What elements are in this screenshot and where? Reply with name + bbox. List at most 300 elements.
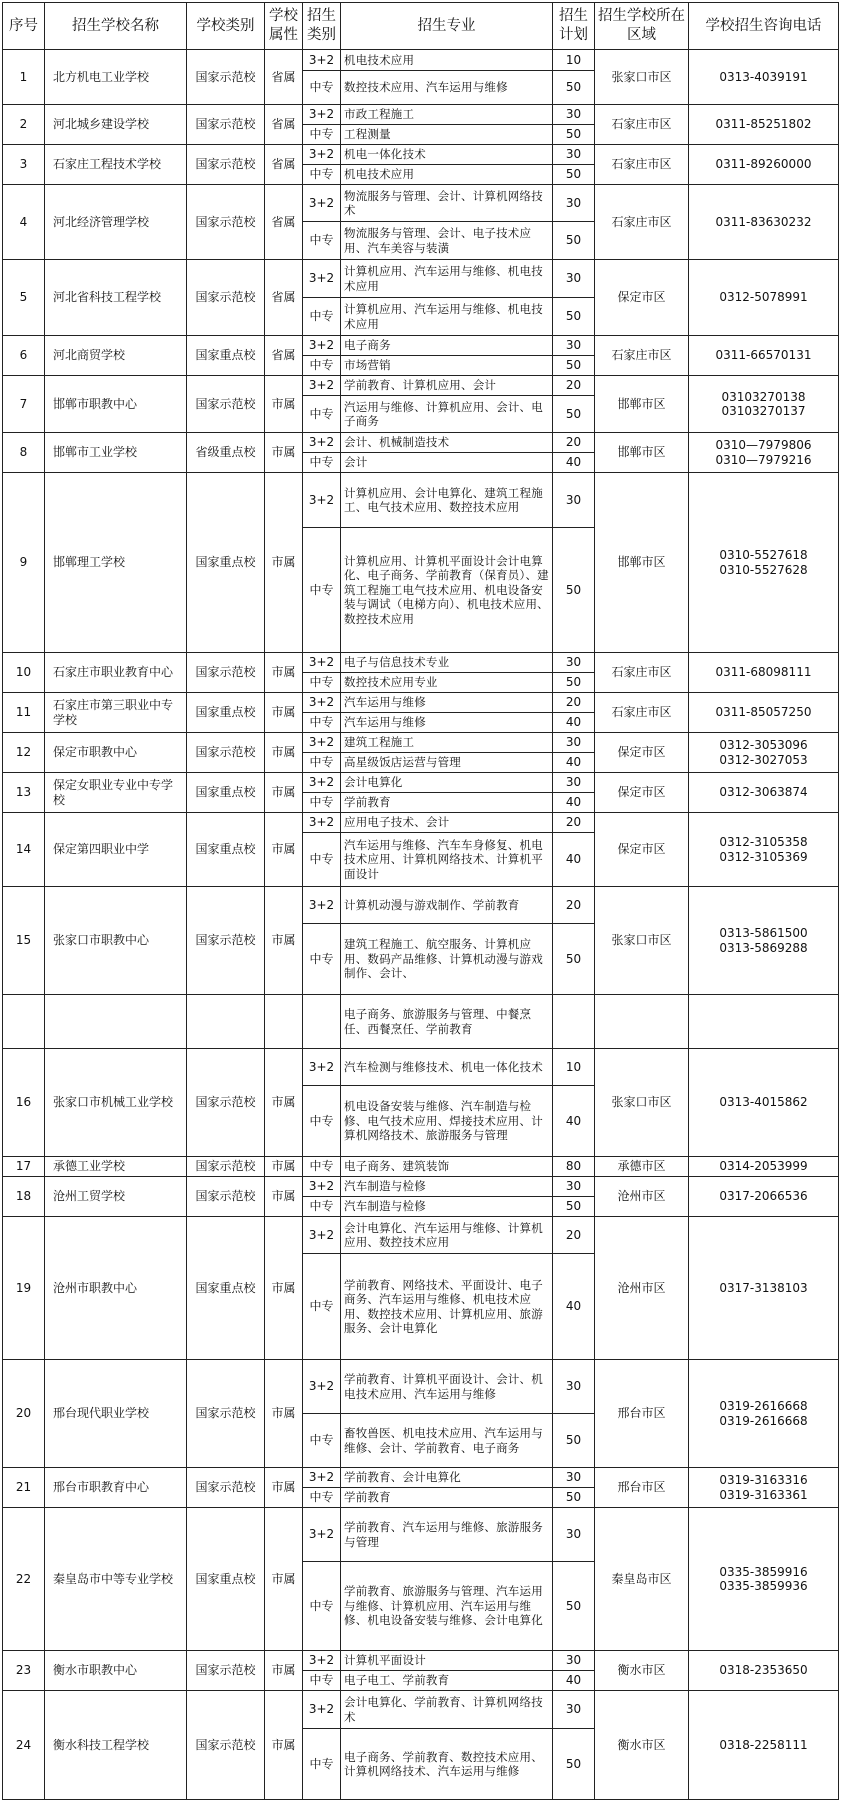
major-cell: 学前教育、汽车运用与维修、旅游服务与管理 xyxy=(341,1508,553,1562)
index-cell: 17 xyxy=(3,1157,45,1177)
plan-cell: 50 xyxy=(553,298,595,336)
region-cell: 张家口市区 xyxy=(595,50,689,105)
region-cell: 邢台市区 xyxy=(595,1468,689,1508)
enroll-type-cell: 中专 xyxy=(303,125,341,145)
table-row xyxy=(3,1360,839,1414)
index-cell: 2 xyxy=(3,105,45,145)
phone-cell: 0311-89260000 xyxy=(689,145,839,185)
school-type-cell: 国家重点校 xyxy=(187,473,265,653)
index-cell: 11 xyxy=(3,693,45,733)
table-row xyxy=(3,693,839,713)
enroll-type-cell: 中专 xyxy=(303,528,341,653)
plan-cell: 50 xyxy=(553,1197,595,1217)
index-cell: 23 xyxy=(3,1651,45,1691)
phone-cell: 0319-3163316 0319-3163361 xyxy=(689,1468,839,1508)
region-cell: 石家庄市区 xyxy=(595,653,689,693)
major-cell: 学前教育 xyxy=(341,1488,553,1508)
phone-cell: 0335-3859916 0335-3859936 xyxy=(689,1508,839,1651)
table-row xyxy=(3,336,839,356)
enroll-type-cell: 中专 xyxy=(303,1562,341,1651)
enroll-type-cell: 3+2 xyxy=(303,1508,341,1562)
index-cell: 22 xyxy=(3,1508,45,1651)
phone-cell: 0317-3138103 xyxy=(689,1217,839,1360)
plan-cell: 30 xyxy=(553,1508,595,1562)
plan-cell: 10 xyxy=(553,50,595,71)
enroll-type-cell: 中专 xyxy=(303,165,341,185)
plan-cell: 50 xyxy=(553,924,595,995)
school-attr-cell: 市属 xyxy=(265,887,303,995)
major-cell: 建筑工程施工 xyxy=(341,733,553,753)
school-attr-cell: 省属 xyxy=(265,145,303,185)
school-type-cell: 国家示范校 xyxy=(187,1157,265,1177)
table-row xyxy=(3,733,839,753)
major-cell: 机电技术应用 xyxy=(341,165,553,185)
table-row xyxy=(3,105,839,125)
enroll-type-cell: 3+2 xyxy=(303,1691,341,1729)
empty-cell xyxy=(595,995,689,1049)
empty-cell xyxy=(265,995,303,1049)
school-name-cell: 秦皇岛市中等专业学校 xyxy=(45,1508,187,1651)
table-row xyxy=(3,1157,839,1177)
index-cell: 9 xyxy=(3,473,45,653)
school-type-cell: 国家重点校 xyxy=(187,1217,265,1360)
empty-cell xyxy=(45,995,187,1049)
region-cell: 保定市区 xyxy=(595,733,689,773)
major-cell: 汽车运用与维修、汽车车身修复、机电技术应用、计算机网络技术、计算机平面设计 xyxy=(341,833,553,887)
school-type-cell: 国家重点校 xyxy=(187,693,265,733)
major-cell: 市场营销 xyxy=(341,356,553,376)
school-type-cell: 国家示范校 xyxy=(187,260,265,336)
region-cell: 衡水市区 xyxy=(595,1651,689,1691)
enroll-type-cell: 中专 xyxy=(303,453,341,473)
plan-cell: 30 xyxy=(553,1691,595,1729)
enroll-type-cell: 3+2 xyxy=(303,887,341,924)
school-type-cell: 国家重点校 xyxy=(187,813,265,887)
school-attr-cell: 省属 xyxy=(265,260,303,336)
index-cell: 18 xyxy=(3,1177,45,1217)
header-col-phone: 学校招生咨询电话 xyxy=(689,3,839,50)
region-cell: 石家庄市区 xyxy=(595,185,689,260)
table-row xyxy=(3,376,839,396)
major-cell: 汽车制造与检修 xyxy=(341,1197,553,1217)
school-name-cell: 邯郸理工学校 xyxy=(45,473,187,653)
school-attr-cell: 市属 xyxy=(265,693,303,733)
enroll-type-cell: 3+2 xyxy=(303,653,341,673)
school-attr-cell: 省属 xyxy=(265,105,303,145)
index-cell: 12 xyxy=(3,733,45,773)
region-cell: 石家庄市区 xyxy=(595,145,689,185)
plan-cell: 50 xyxy=(553,396,595,433)
major-cell: 物流服务与管理、会计、计算机网络技术 xyxy=(341,185,553,222)
school-attr-cell: 省属 xyxy=(265,50,303,105)
phone-cell: 0312-3063874 xyxy=(689,773,839,813)
region-cell: 邢台市区 xyxy=(595,1360,689,1468)
phone-cell: 0313-4015862 xyxy=(689,1049,839,1157)
index-cell: 5 xyxy=(3,260,45,336)
plan-cell: 40 xyxy=(553,1086,595,1157)
enroll-type-cell: 3+2 xyxy=(303,105,341,125)
major-cell: 会计、机械制造技术 xyxy=(341,433,553,453)
plan-cell: 20 xyxy=(553,433,595,453)
major-cell: 工程测量 xyxy=(341,125,553,145)
school-attr-cell: 市属 xyxy=(265,433,303,473)
major-cell: 电子电工、学前教育 xyxy=(341,1671,553,1691)
header-col-index: 序号 xyxy=(3,3,45,50)
phone-cell: 0311-85057250 xyxy=(689,693,839,733)
plan-cell: 30 xyxy=(553,105,595,125)
plan-cell: 30 xyxy=(553,733,595,753)
major-cell: 学前教育、计算机应用、会计 xyxy=(341,376,553,396)
major-cell: 汽运用与维修、计算机应用、会计、电子商务 xyxy=(341,396,553,433)
major-cell: 畜牧兽医、机电技术应用、汽车运用与维修、会计、学前教育、电子商务 xyxy=(341,1414,553,1468)
major-cell: 学前教育、会计电算化 xyxy=(341,1468,553,1488)
school-attr-cell: 市属 xyxy=(265,1177,303,1217)
school-name-cell: 邢台市职教育中心 xyxy=(45,1468,187,1508)
enroll-type-cell: 中专 xyxy=(303,713,341,733)
school-type-cell: 国家示范校 xyxy=(187,50,265,105)
enroll-type-cell: 3+2 xyxy=(303,1468,341,1488)
index-cell: 3 xyxy=(3,145,45,185)
school-type-cell: 国家示范校 xyxy=(187,185,265,260)
school-type-cell: 国家示范校 xyxy=(187,1177,265,1217)
empty-cell xyxy=(553,995,595,1049)
school-attr-cell: 市属 xyxy=(265,1049,303,1157)
enroll-type-cell: 3+2 xyxy=(303,260,341,298)
major-cell: 学前教育、计算机平面设计、会计、机电技术应用、汽车运用与维修 xyxy=(341,1360,553,1414)
enroll-type-cell: 中专 xyxy=(303,356,341,376)
major-cell: 数控技术应用、汽车运用与维修 xyxy=(341,71,553,105)
enroll-type-cell: 3+2 xyxy=(303,50,341,71)
plan-cell: 30 xyxy=(553,1651,595,1671)
enroll-type-cell: 中专 xyxy=(303,833,341,887)
index-cell: 21 xyxy=(3,1468,45,1508)
school-name-cell: 保定第四职业中学 xyxy=(45,813,187,887)
enroll-type-cell: 3+2 xyxy=(303,1360,341,1414)
enroll-type-cell: 中专 xyxy=(303,673,341,693)
enroll-type-cell: 3+2 xyxy=(303,145,341,165)
plan-cell: 50 xyxy=(553,673,595,693)
enroll-type-cell: 中专 xyxy=(303,1254,341,1360)
region-cell: 沧州市区 xyxy=(595,1217,689,1360)
school-name-cell: 邯郸市职教中心 xyxy=(45,376,187,433)
school-name-cell: 河北商贸学校 xyxy=(45,336,187,376)
empty-cell xyxy=(3,995,45,1049)
phone-cell: 0311-66570131 xyxy=(689,336,839,376)
phone-cell: 0311-68098111 xyxy=(689,653,839,693)
school-type-cell: 国家示范校 xyxy=(187,105,265,145)
enroll-type-cell: 3+2 xyxy=(303,1651,341,1671)
enroll-type-cell: 3+2 xyxy=(303,473,341,528)
enroll-type-cell: 3+2 xyxy=(303,433,341,453)
school-attr-cell: 市属 xyxy=(265,1508,303,1651)
major-cell: 计算机应用、会计电算化、建筑工程施工、电气技术应用、数控技术应用 xyxy=(341,473,553,528)
school-attr-cell: 市属 xyxy=(265,473,303,653)
plan-cell: 50 xyxy=(553,356,595,376)
phone-cell: 0312-3105358 0312-3105369 xyxy=(689,813,839,887)
table-row xyxy=(3,145,839,165)
major-cell: 学前教育、网络技术、平面设计、电子商务、汽车运用与维修、机电技术应用、数控技术应用、计算机应用、旅游服务、会计电算化 xyxy=(341,1254,553,1360)
enroll-type-cell: 中专 xyxy=(303,298,341,336)
school-type-cell: 国家示范校 xyxy=(187,733,265,773)
region-cell: 保定市区 xyxy=(595,813,689,887)
table-row xyxy=(3,185,839,222)
major-cell: 应用电子技术、会计 xyxy=(341,813,553,833)
plan-cell: 50 xyxy=(553,1414,595,1468)
school-type-cell: 国家示范校 xyxy=(187,145,265,185)
school-name-cell: 衡水市职教中心 xyxy=(45,1651,187,1691)
major-cell: 计算机平面设计 xyxy=(341,1651,553,1671)
table-row xyxy=(3,1468,839,1488)
school-name-cell: 沧州工贸学校 xyxy=(45,1177,187,1217)
major-cell: 学前教育、旅游服务与管理、汽车运用与维修、计算机应用、汽车运用与维修、机电设备安装与维修、会计电算化 xyxy=(341,1562,553,1651)
enroll-type-cell: 中专 xyxy=(303,1086,341,1157)
major-cell: 电子商务、旅游服务与管理、中餐烹任、西餐烹任、学前教育 xyxy=(341,995,553,1049)
empty-cell xyxy=(187,995,265,1049)
phone-cell: 03103270138 03103270137 xyxy=(689,376,839,433)
enroll-type-cell: 3+2 xyxy=(303,376,341,396)
phone-cell: 0311-83630232 xyxy=(689,185,839,260)
plan-cell: 30 xyxy=(553,1360,595,1414)
region-cell: 保定市区 xyxy=(595,260,689,336)
school-type-cell: 省级重点校 xyxy=(187,433,265,473)
major-cell: 计算机应用、汽车运用与维修、机电技术应用 xyxy=(341,298,553,336)
empty-cell xyxy=(689,995,839,1049)
phone-cell: 0314-2053999 xyxy=(689,1157,839,1177)
school-type-cell: 国家示范校 xyxy=(187,1468,265,1508)
enroll-type-cell: 中专 xyxy=(303,396,341,433)
major-cell: 电子商务、学前教育、数控技术应用、计算机网络技术、汽车运用与维修 xyxy=(341,1729,553,1800)
school-name-cell: 邢台现代职业学校 xyxy=(45,1360,187,1468)
index-cell: 16 xyxy=(3,1049,45,1157)
table-row xyxy=(3,653,839,673)
table-row xyxy=(3,1691,839,1729)
major-cell: 汽车制造与检修 xyxy=(341,1177,553,1197)
phone-cell: 0317-2066536 xyxy=(689,1177,839,1217)
plan-cell: 80 xyxy=(553,1157,595,1177)
header-col-school-name: 招生学校名称 xyxy=(45,3,187,50)
phone-cell: 0313-5861500 0313-5869288 xyxy=(689,887,839,995)
index-cell: 4 xyxy=(3,185,45,260)
school-name-cell: 河北经济管理学校 xyxy=(45,185,187,260)
plan-cell: 40 xyxy=(553,713,595,733)
header-col-school-attr: 学校属性 xyxy=(265,3,303,50)
table-row xyxy=(3,433,839,453)
major-cell: 建筑工程施工、航空服务、计算机应用、数码产品维修、计算机动漫与游戏制作、会计、 xyxy=(341,924,553,995)
school-name-cell: 邯郸市工业学校 xyxy=(45,433,187,473)
major-cell: 市政工程施工 xyxy=(341,105,553,125)
header-col-plan: 招生计划 xyxy=(553,3,595,50)
region-cell: 秦皇岛市区 xyxy=(595,1508,689,1651)
plan-cell: 30 xyxy=(553,773,595,793)
plan-cell: 50 xyxy=(553,1729,595,1800)
region-cell: 保定市区 xyxy=(595,773,689,813)
header-col-enroll-type: 招生类别 xyxy=(303,3,341,50)
school-attr-cell: 市属 xyxy=(265,1217,303,1360)
enroll-type-cell: 中专 xyxy=(303,1729,341,1800)
table-row-continuation xyxy=(3,995,839,1049)
school-attr-cell: 市属 xyxy=(265,733,303,773)
enrollment-table xyxy=(2,2,839,1800)
enroll-type-cell: 3+2 xyxy=(303,1177,341,1197)
region-cell: 石家庄市区 xyxy=(595,693,689,733)
enroll-type-cell: 中专 xyxy=(303,1488,341,1508)
major-cell: 计算机动漫与游戏制作、学前教育 xyxy=(341,887,553,924)
plan-cell: 50 xyxy=(553,528,595,653)
school-name-cell: 张家口市职教中心 xyxy=(45,887,187,995)
plan-cell: 30 xyxy=(553,473,595,528)
school-type-cell: 国家重点校 xyxy=(187,336,265,376)
school-type-cell: 国家示范校 xyxy=(187,887,265,995)
major-cell: 电子商务、建筑装饰 xyxy=(341,1157,553,1177)
enroll-type-cell: 3+2 xyxy=(303,733,341,753)
region-cell: 石家庄市区 xyxy=(595,105,689,145)
plan-cell: 40 xyxy=(553,1254,595,1360)
enroll-type-cell: 3+2 xyxy=(303,773,341,793)
plan-cell: 50 xyxy=(553,222,595,260)
enroll-type-cell: 中专 xyxy=(303,222,341,260)
school-name-cell: 承德工业学校 xyxy=(45,1157,187,1177)
header-col-region: 招生学校所在区域 xyxy=(595,3,689,50)
header-col-school-type: 学校类别 xyxy=(187,3,265,50)
region-cell: 邯郸市区 xyxy=(595,433,689,473)
school-name-cell: 保定市职教中心 xyxy=(45,733,187,773)
school-attr-cell: 市属 xyxy=(265,376,303,433)
region-cell: 沧州市区 xyxy=(595,1177,689,1217)
school-attr-cell: 市属 xyxy=(265,653,303,693)
major-cell: 机电技术应用 xyxy=(341,50,553,71)
index-cell: 19 xyxy=(3,1217,45,1360)
plan-cell: 50 xyxy=(553,165,595,185)
table-row xyxy=(3,1651,839,1671)
region-cell: 承德市区 xyxy=(595,1157,689,1177)
school-attr-cell: 市属 xyxy=(265,1468,303,1508)
plan-cell: 30 xyxy=(553,1468,595,1488)
plan-cell: 30 xyxy=(553,260,595,298)
region-cell: 张家口市区 xyxy=(595,887,689,995)
index-cell: 20 xyxy=(3,1360,45,1468)
index-cell: 7 xyxy=(3,376,45,433)
major-cell: 高星级饭店运营与管理 xyxy=(341,753,553,773)
phone-cell: 0312-3053096 0312-3027053 xyxy=(689,733,839,773)
major-cell: 机电一体化技术 xyxy=(341,145,553,165)
enroll-type-cell: 中专 xyxy=(303,924,341,995)
school-type-cell: 国家示范校 xyxy=(187,653,265,693)
school-attr-cell: 省属 xyxy=(265,185,303,260)
plan-cell: 40 xyxy=(553,793,595,813)
school-type-cell: 国家示范校 xyxy=(187,1049,265,1157)
plan-cell: 20 xyxy=(553,887,595,924)
empty-cell xyxy=(303,995,341,1049)
school-name-cell: 石家庄工程技术学校 xyxy=(45,145,187,185)
plan-cell: 40 xyxy=(553,753,595,773)
school-name-cell: 北方机电工业学校 xyxy=(45,50,187,105)
school-name-cell: 河北省科技工程学校 xyxy=(45,260,187,336)
plan-cell: 30 xyxy=(553,1177,595,1197)
school-attr-cell: 市属 xyxy=(265,1651,303,1691)
index-cell: 6 xyxy=(3,336,45,376)
school-attr-cell: 省属 xyxy=(265,336,303,376)
school-name-cell: 保定女职业专业中专学校 xyxy=(45,773,187,813)
region-cell: 衡水市区 xyxy=(595,1691,689,1800)
table-row xyxy=(3,887,839,924)
plan-cell: 40 xyxy=(553,453,595,473)
region-cell: 邯郸市区 xyxy=(595,473,689,653)
major-cell: 机电设备安装与维修、汽车制造与检修、电气技术应用、焊接技术应用、计算机网络技术、旅游服务与管理 xyxy=(341,1086,553,1157)
enroll-type-cell: 中专 xyxy=(303,1671,341,1691)
school-attr-cell: 市属 xyxy=(265,1157,303,1177)
enroll-type-cell: 3+2 xyxy=(303,1049,341,1086)
index-cell: 8 xyxy=(3,433,45,473)
phone-cell: 0311-85251802 xyxy=(689,105,839,145)
plan-cell: 50 xyxy=(553,71,595,105)
enroll-type-cell: 中专 xyxy=(303,753,341,773)
major-cell: 计算机应用、汽车运用与维修、机电技术应用 xyxy=(341,260,553,298)
phone-cell: 0318-2258111 xyxy=(689,1691,839,1800)
plan-cell: 50 xyxy=(553,1488,595,1508)
major-cell: 会计电算化、汽车运用与维修、计算机应用、数控技术应用 xyxy=(341,1217,553,1254)
school-attr-cell: 市属 xyxy=(265,773,303,813)
header-col-major: 招生专业 xyxy=(341,3,553,50)
index-cell: 1 xyxy=(3,50,45,105)
table-row xyxy=(3,1508,839,1562)
table-row xyxy=(3,50,839,71)
header-row xyxy=(3,3,839,50)
school-name-cell: 沧州市职教中心 xyxy=(45,1217,187,1360)
plan-cell: 40 xyxy=(553,833,595,887)
school-name-cell: 河北城乡建设学校 xyxy=(45,105,187,145)
school-type-cell: 国家重点校 xyxy=(187,773,265,813)
plan-cell: 50 xyxy=(553,125,595,145)
plan-cell: 30 xyxy=(553,185,595,222)
phone-cell: 0318-2353650 xyxy=(689,1651,839,1691)
major-cell: 物流服务与管理、会计、电子技术应用、汽车美容与装潢 xyxy=(341,222,553,260)
major-cell: 计算机应用、计算机平面设计会计电算化、电子商务、学前教育（保育员）、建筑工程施工电气技术应用、机电设备安装与调试（电梯方向）、机电技术应用、数控技术应用 xyxy=(341,528,553,653)
major-cell: 电子商务 xyxy=(341,336,553,356)
phone-cell: 0310—7979806 0310—7979216 xyxy=(689,433,839,473)
table-row xyxy=(3,813,839,833)
enroll-type-cell: 中专 xyxy=(303,1197,341,1217)
table-row xyxy=(3,1049,839,1086)
school-attr-cell: 市属 xyxy=(265,813,303,887)
school-name-cell: 张家口市机械工业学校 xyxy=(45,1049,187,1157)
school-type-cell: 国家示范校 xyxy=(187,376,265,433)
major-cell: 学前教育 xyxy=(341,793,553,813)
table-row xyxy=(3,260,839,298)
major-cell: 汽车检测与维修技术、机电一体化技术 xyxy=(341,1049,553,1086)
school-type-cell: 国家示范校 xyxy=(187,1360,265,1468)
plan-cell: 50 xyxy=(553,1562,595,1651)
plan-cell: 20 xyxy=(553,376,595,396)
index-cell: 24 xyxy=(3,1691,45,1800)
index-cell: 13 xyxy=(3,773,45,813)
major-cell: 电子与信息技术专业 xyxy=(341,653,553,673)
school-attr-cell: 市属 xyxy=(265,1360,303,1468)
plan-cell: 40 xyxy=(553,1671,595,1691)
school-attr-cell: 市属 xyxy=(265,1691,303,1800)
major-cell: 汽车运用与维修 xyxy=(341,713,553,733)
table-row xyxy=(3,1217,839,1254)
enroll-type-cell: 中专 xyxy=(303,793,341,813)
school-type-cell: 国家示范校 xyxy=(187,1691,265,1800)
phone-cell: 0312-5078991 xyxy=(689,260,839,336)
region-cell: 邯郸市区 xyxy=(595,376,689,433)
major-cell: 会计 xyxy=(341,453,553,473)
index-cell: 10 xyxy=(3,653,45,693)
phone-cell: 0313-4039191 xyxy=(689,50,839,105)
school-name-cell: 石家庄市第三职业中专学校 xyxy=(45,693,187,733)
major-cell: 汽车运用与维修 xyxy=(341,693,553,713)
major-cell: 会计电算化、学前教育、计算机网络技术 xyxy=(341,1691,553,1729)
